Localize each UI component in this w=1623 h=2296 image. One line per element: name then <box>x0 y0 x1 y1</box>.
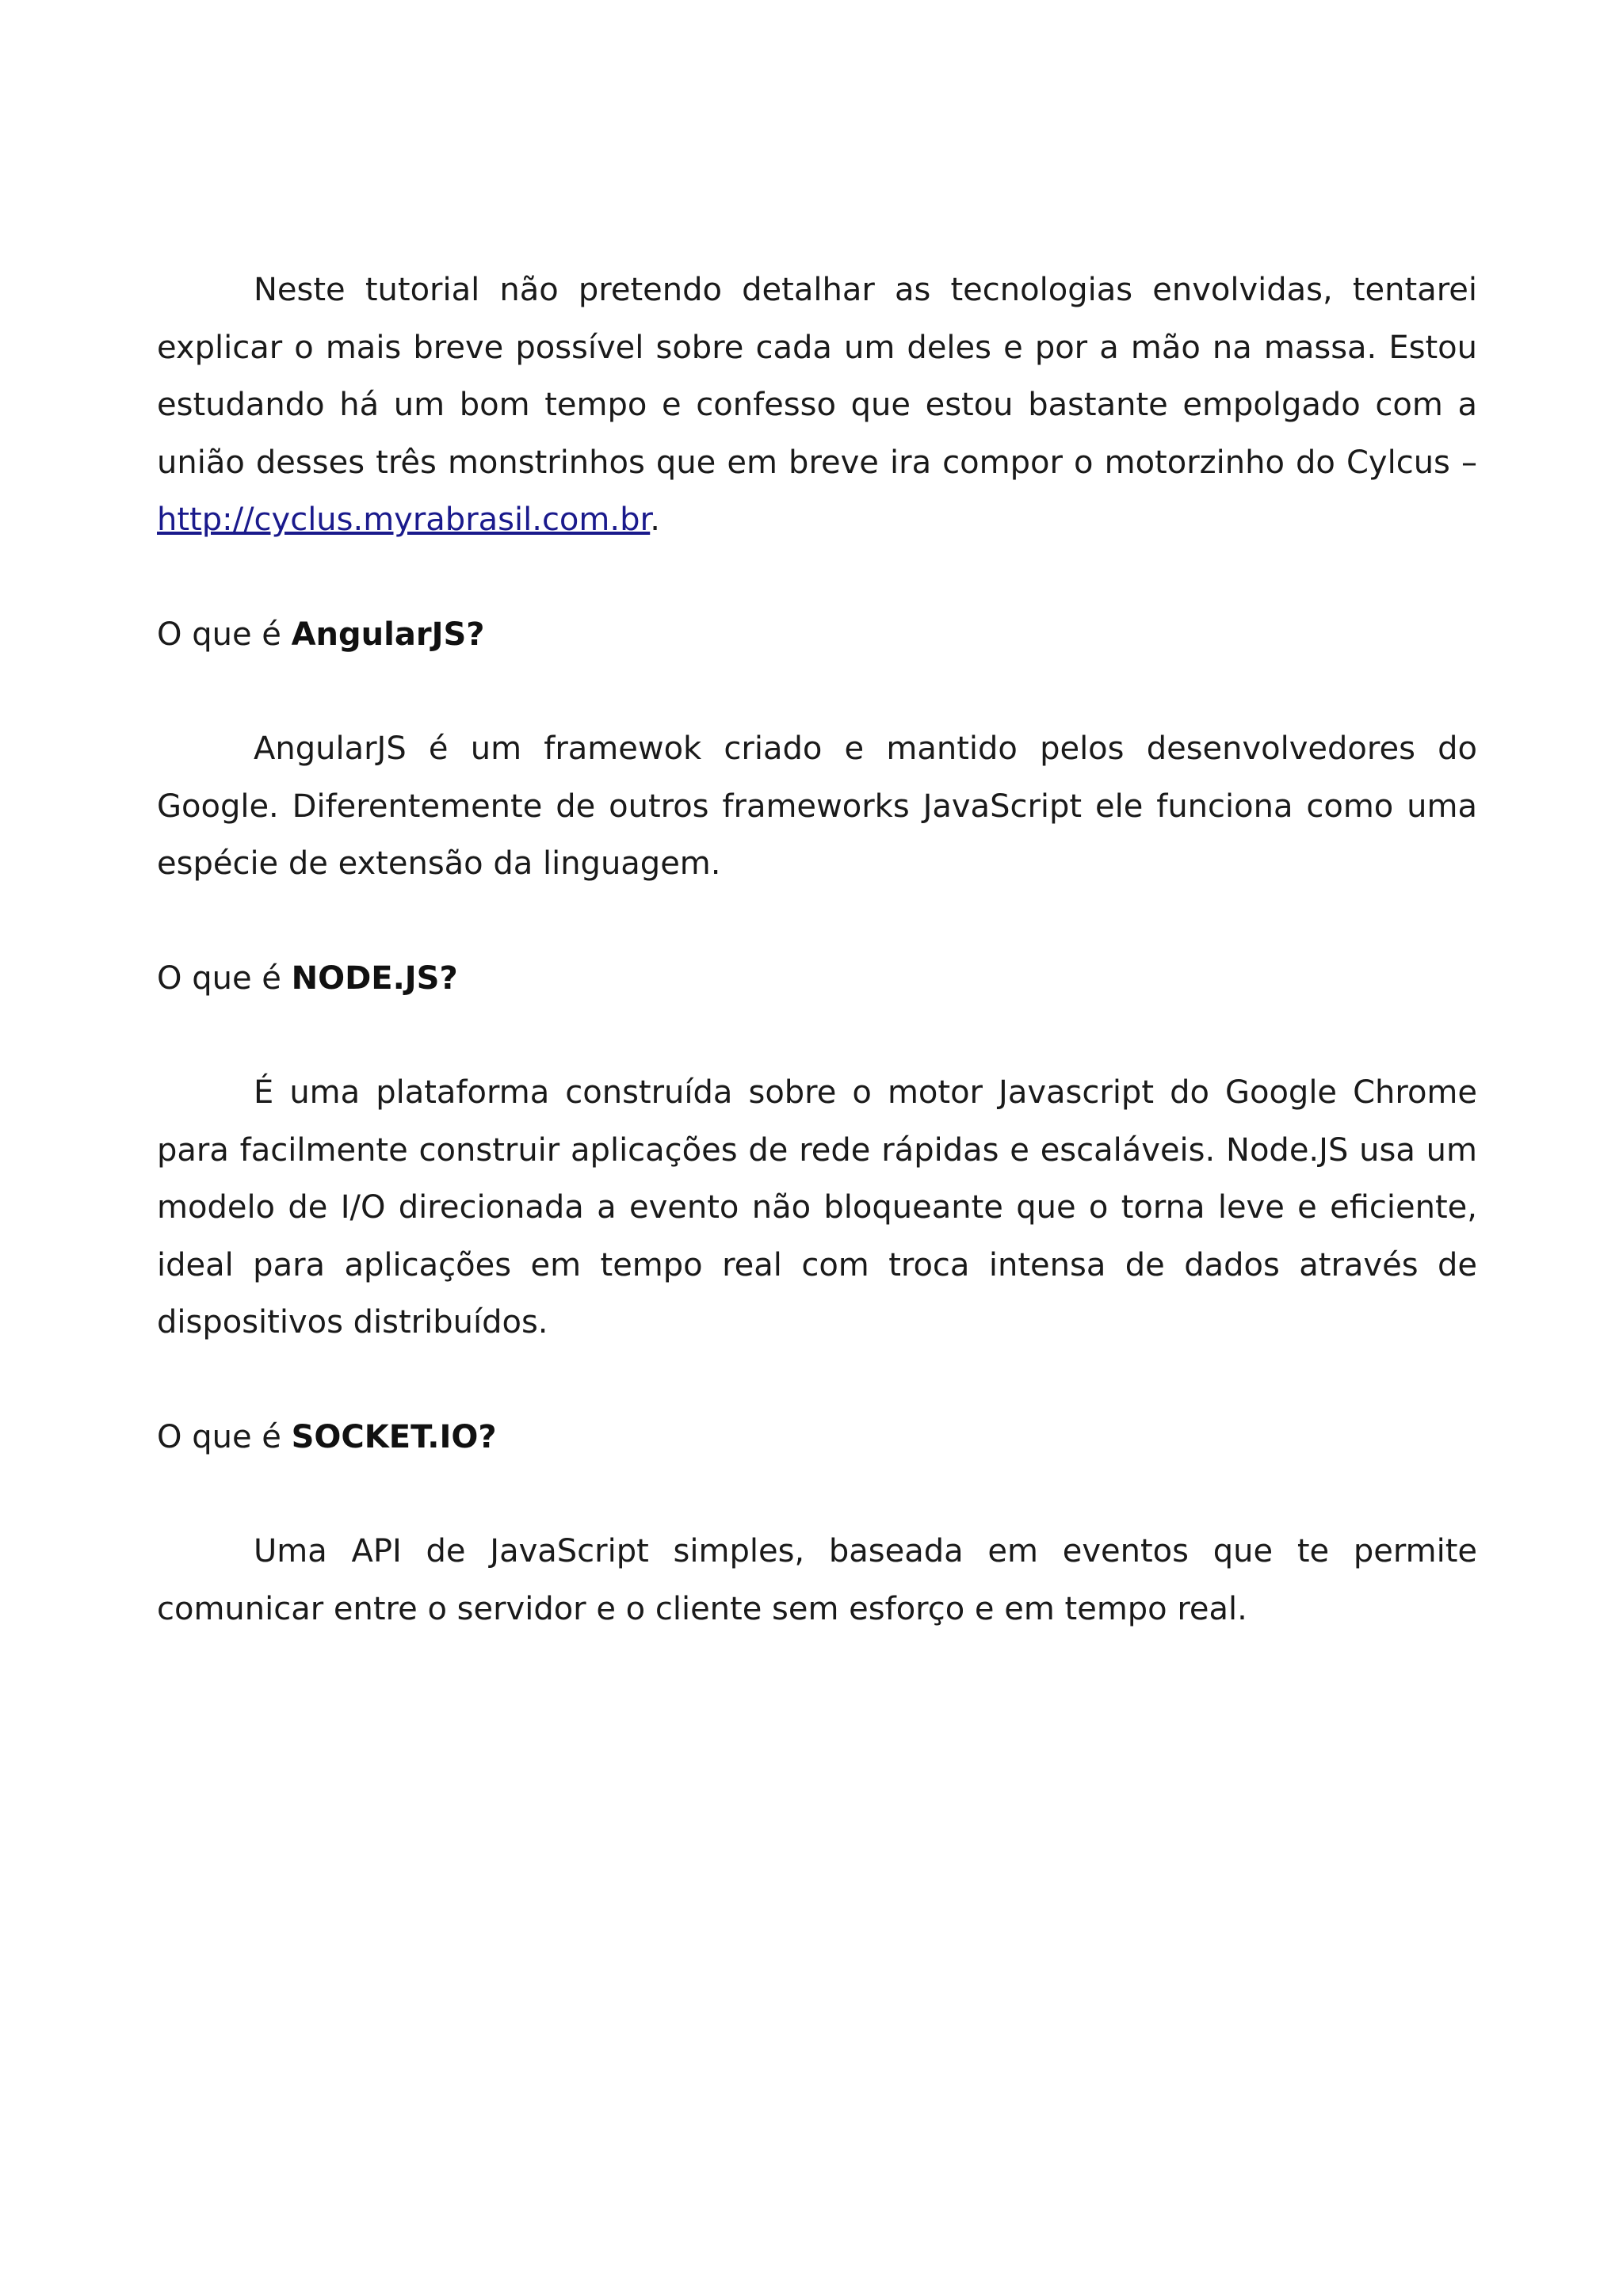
heading-prefix: O que é <box>157 1418 292 1455</box>
heading-prefix: O que é <box>157 616 292 653</box>
heading-term: AngularJS? <box>291 616 485 653</box>
heading-term: NODE.JS? <box>291 959 458 997</box>
section-body-angularjs: AngularJS é um framewok criado e mantido pelos desenvolvedores do Google. Diferentemente de outros frameworks JavaScript ele funciona como uma espécie de extensão da linguagem. <box>157 730 1477 882</box>
heading-prefix: O que é <box>157 959 292 997</box>
section-heading-nodejs <box>157 950 1477 1008</box>
heading-term: SOCKET.IO? <box>291 1418 497 1455</box>
section-body-socketio: Uma API de JavaScript simples, baseada em eventos que te permite comunicar entre o servidor e o cliente sem esforço e em tempo real. <box>157 1533 1477 1627</box>
document-page <box>157 261 1477 1638</box>
section-body-nodejs: É uma plataforma construída sobre o motor Javascript do Google Chrome para facilmente construir aplicações de rede rápidas e escaláveis. Node.JS usa um modelo de I/O direcionada a evento não bloqueante que o torna leve e eficiente, ideal para aplicações em tempo real com troca intensa de dados através de dispositivos distribuídos. <box>157 1074 1477 1341</box>
intro-trailing: . <box>650 502 660 538</box>
cyclus-link[interactable]: http://cyclus.myrabrasil.com.br <box>157 502 651 538</box>
section-heading-socketio <box>157 1409 1477 1466</box>
intro-paragraph <box>157 261 1477 549</box>
section-heading-angularjs <box>157 606 1477 664</box>
intro-text: Neste tutorial não pretendo detalhar as tecnologias envolvidas, tentarei explicar o mais breve possível sobre cada um deles e por a mão na massa. Estou estudando há um bom tempo e confesso que estou bastante empolgado com a união desses três monstrinhos que em breve ira compor o motorzinho do Cylcus – <box>157 272 1477 481</box>
